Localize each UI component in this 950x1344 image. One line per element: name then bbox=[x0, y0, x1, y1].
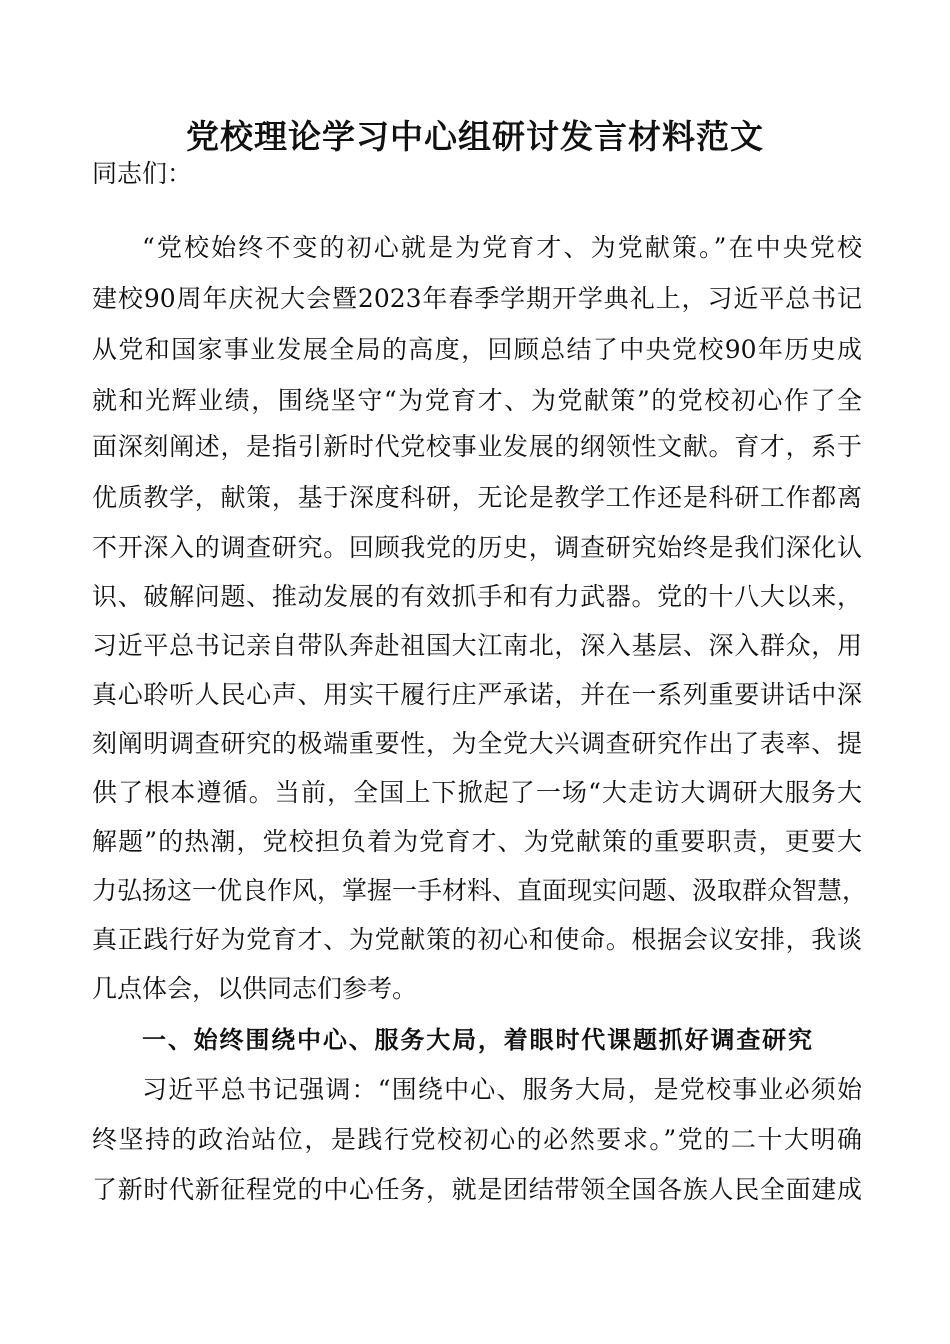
paragraph-line: 供了根本遵循。当前，全国上下掀起了一场“大走访大调研大服务大 bbox=[92, 778, 862, 807]
paragraph-line: 就和光辉业绩，围绕坚守“为党育才、为党献策”的党校初心作了全 bbox=[92, 386, 862, 415]
paragraph-line: 了新时代新征程党的中心任务，就是团结带领全国各族人民全面建成 bbox=[92, 1175, 862, 1204]
document-title: 党校理论学习中心组研讨发言材料范文 bbox=[186, 117, 764, 156]
paragraph-line: “党校始终不变的初心就是为党育才、为党献策。”在中央党校 bbox=[142, 233, 862, 262]
paragraph-line: 优质教学，献策，基于深度科研，无论是教学工作还是科研工作都离 bbox=[92, 483, 862, 512]
paragraph-line: 解题”的热潮，党校担负着为党育才、为党献策的重要职责，更要大 bbox=[92, 827, 862, 856]
paragraph-line: 从党和国家事业发展全局的高度，回顾总结了中央党校90年历史成 bbox=[92, 335, 862, 364]
paragraph-line: 刻阐明调查研究的极端重要性，为全党大兴调查研究作出了表率、提 bbox=[92, 729, 862, 758]
paragraph-line: 识、破解问题、推动发展的有效抓手和有力武器。党的十八大以来， bbox=[92, 582, 862, 611]
salutation: 同志们： bbox=[92, 159, 193, 188]
paragraph-line: 力弘扬这一优良作风，掌握一手材料、直面现实问题、汲取群众智慧， bbox=[92, 876, 868, 905]
paragraph-line: 面深刻阐述，是指引新时代党校事业发展的纲领性文献。育才，系于 bbox=[92, 432, 862, 461]
paragraph-line: 不开深入的调查研究。回顾我党的历史，调查研究始终是我们深化认 bbox=[92, 533, 862, 562]
paragraph-line: 真正践行好为党育才、为党献策的初心和使命。根据会议安排，我谈 bbox=[92, 925, 862, 954]
paragraph-line: 习近平总书记亲自带队奔赴祖国大江南北，深入基层、深入群众，用 bbox=[92, 631, 862, 660]
section-heading: 一、始终围绕中心、服务大局，着眼时代课题抓好调查研究 bbox=[142, 1026, 812, 1054]
paragraph-line: 终坚持的政治站位，是践行党校初心的必然要求。”党的二十大明确 bbox=[92, 1125, 862, 1154]
paragraph-line: 建校90周年庆祝大会暨2023年春季学期开学典礼上，习近平总书记 bbox=[92, 284, 862, 313]
paragraph-line: 真心聆听人民心声、用实干履行庄严承诺，并在一系列重要讲话中深 bbox=[92, 680, 862, 709]
paragraph-line: 几点体会，以供同志们参考。 bbox=[92, 974, 418, 1003]
paragraph-line: 习近平总书记强调：“围绕中心、服务大局，是党校事业必须始 bbox=[142, 1075, 862, 1104]
